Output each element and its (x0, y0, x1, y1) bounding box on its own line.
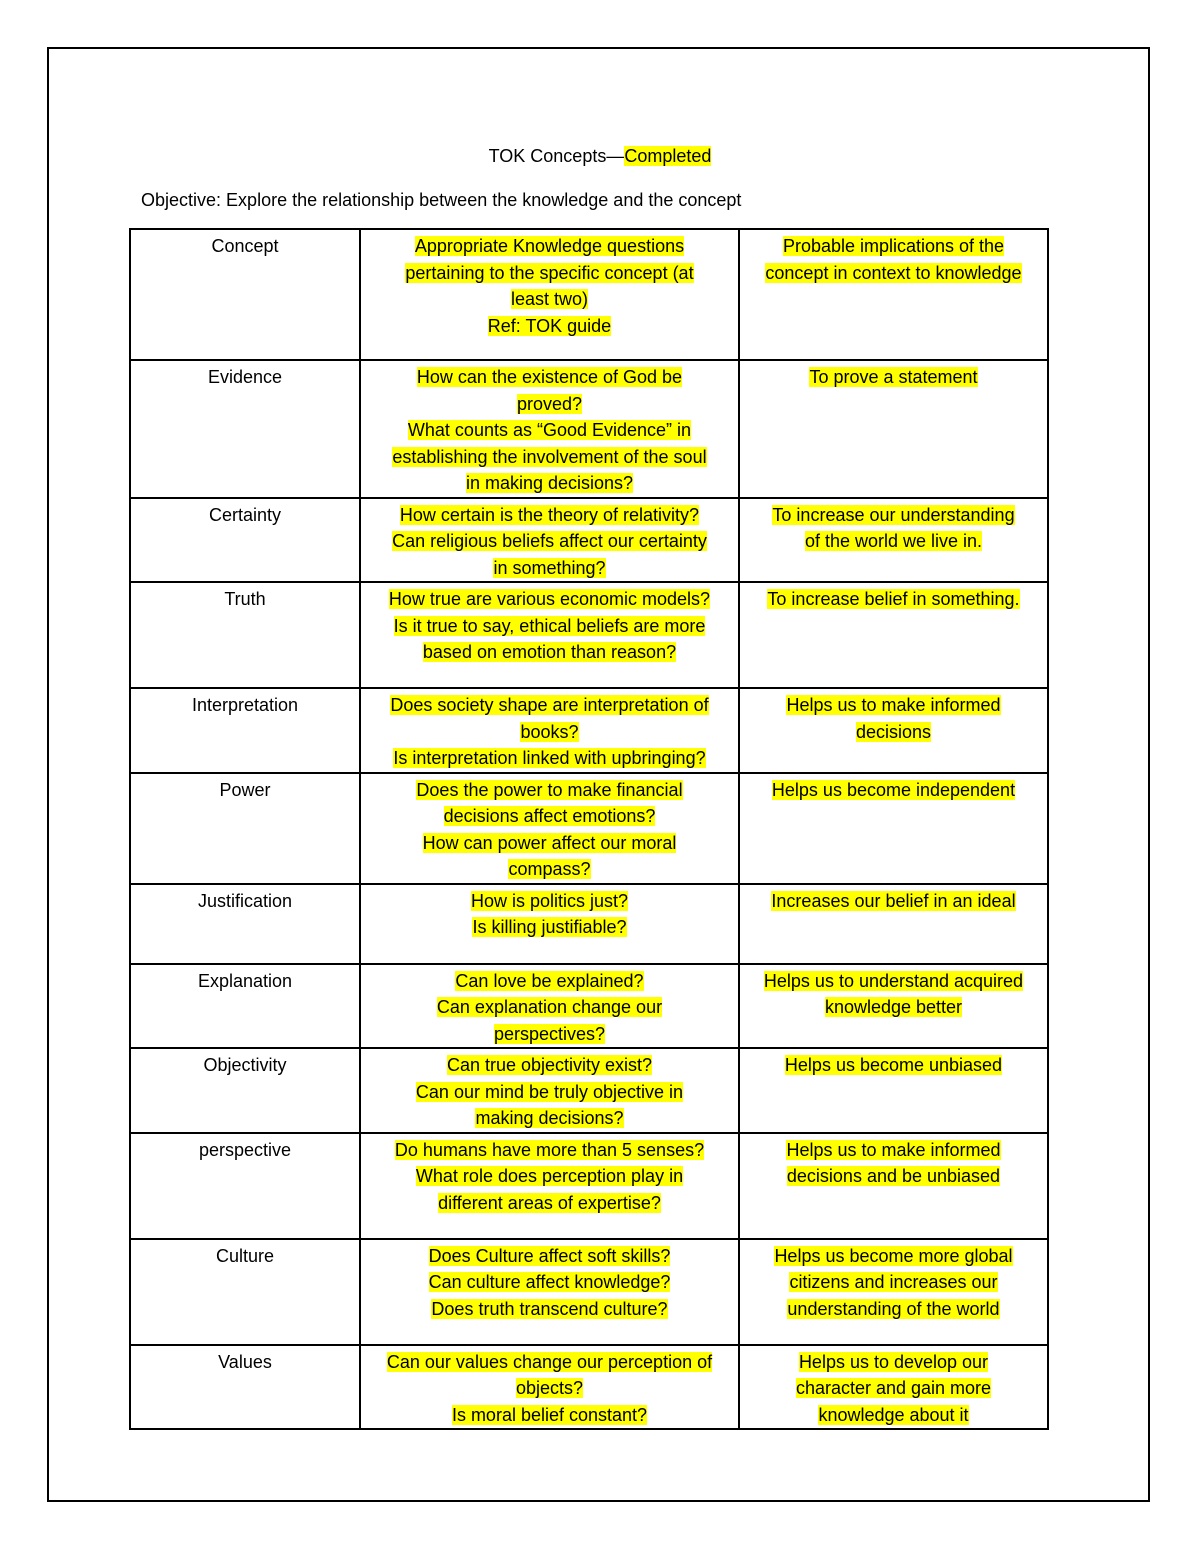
questions-cell-line: Does Culture affect soft skills? (428, 1245, 671, 1266)
implications-cell-line: knowledge about it (818, 1404, 969, 1425)
questions-cell-line: What role does perception play in (415, 1166, 684, 1186)
questions-cell-line: Can religious beliefs affect our certainty (392, 531, 707, 551)
implications-cell (739, 1345, 1048, 1430)
table-row (130, 498, 1048, 583)
questions-cell-line: Can our mind be truly objective in (415, 1081, 684, 1102)
questions-cell-line: objects? (515, 1378, 584, 1398)
table-row (130, 773, 1048, 884)
questions-cell-line: perspectives? (493, 1023, 606, 1044)
implications-cell-line: Increases our belief in an ideal (771, 890, 1016, 911)
questions-cell (360, 582, 739, 688)
questions-cell-line: different areas of expertise? (438, 1192, 661, 1213)
header-implications-line: Probable implications of the (782, 236, 1005, 256)
page-title (0, 144, 1200, 168)
questions-cell-line: Does truth transcend culture? (431, 1298, 668, 1319)
concept-cell: Justification (130, 884, 360, 964)
concept-cell: Evidence (130, 360, 360, 498)
questions-cell-line: Can explanation change our (436, 997, 663, 1017)
questions-cell-line: books? (520, 721, 579, 742)
table-row (130, 360, 1048, 498)
implications-cell (739, 964, 1048, 1049)
questions-cell-line: How certain is the theory of relativity? (399, 504, 700, 525)
questions-cell-line: Do humans have more than 5 senses? (394, 1139, 705, 1160)
header-questions-line: Ref: TOK guide (487, 315, 612, 336)
questions-cell (360, 964, 739, 1049)
implications-cell (739, 884, 1048, 964)
concept-cell: Truth (130, 582, 360, 688)
questions-cell-line: establishing the involvement of the soul (392, 446, 707, 467)
implications-cell (739, 1048, 1048, 1133)
header-questions-line: pertaining to the specific concept (at (405, 262, 694, 283)
questions-cell-line: Can love be explained? (455, 970, 644, 991)
objective-label: Objective: (141, 190, 222, 210)
questions-cell (360, 1345, 739, 1430)
implications-cell-line: Helps us become unbiased (784, 1055, 1003, 1075)
implications-cell-line: To prove a statement (809, 367, 978, 387)
header-questions-line: least two) (510, 289, 589, 309)
questions-cell (360, 1133, 739, 1239)
implications-cell (739, 498, 1048, 583)
implications-cell-line: decisions (855, 721, 932, 742)
table-row (130, 1239, 1048, 1345)
concept-cell: Certainty (130, 498, 360, 583)
implications-cell-line: To increase belief in something. (767, 589, 1020, 609)
header-implications (739, 229, 1048, 360)
questions-cell-line: How true are various economic models? (388, 589, 711, 609)
implications-cell-line: Helps us become independent (771, 779, 1016, 800)
implications-cell-line: character and gain more (795, 1378, 992, 1398)
header-implications-line: concept in context to knowledge (765, 262, 1022, 283)
header-questions-line: Appropriate Knowledge questions (414, 236, 685, 256)
questions-cell (360, 688, 739, 773)
questions-cell-line: Is it true to say, ethical beliefs are more (393, 615, 706, 636)
implications-cell-line: citizens and increases our (789, 1272, 998, 1292)
table-row (130, 688, 1048, 773)
concept-cell: Culture (130, 1239, 360, 1345)
implications-cell (739, 688, 1048, 773)
objective-line (141, 188, 741, 212)
questions-cell (360, 360, 739, 498)
concepts-table (129, 228, 1049, 1430)
questions-cell-line: proved? (516, 393, 583, 414)
table-row (130, 884, 1048, 964)
concept-cell: Objectivity (130, 1048, 360, 1133)
questions-cell-line: Does society shape are interpretation of (390, 695, 709, 715)
concept-cell: Values (130, 1345, 360, 1430)
questions-cell-line: based on emotion than reason? (422, 642, 677, 662)
title-highlight: Completed (624, 146, 712, 166)
concept-cell: Power (130, 773, 360, 884)
questions-cell (360, 1048, 739, 1133)
implications-cell-line: Helps us to understand acquired (763, 970, 1024, 991)
questions-cell-line: making decisions? (475, 1108, 624, 1128)
questions-cell-line: How can the existence of God be (416, 367, 683, 387)
questions-cell-line: How can power affect our moral (422, 832, 677, 853)
questions-cell (360, 1239, 739, 1345)
questions-cell (360, 884, 739, 964)
title-text: TOK Concepts— (488, 146, 625, 166)
implications-cell-line: To increase our understanding (772, 504, 1015, 525)
implications-cell-line: Helps us to make informed (786, 1139, 1001, 1160)
questions-cell-line: Is interpretation linked with upbringing? (393, 748, 706, 768)
implications-cell-line: Helps us to make informed (786, 695, 1001, 715)
table-row (130, 964, 1048, 1049)
questions-cell-line: decisions affect emotions? (443, 806, 656, 826)
table-row (130, 582, 1048, 688)
questions-cell (360, 773, 739, 884)
implications-cell (739, 773, 1048, 884)
concept-cell: Explanation (130, 964, 360, 1049)
questions-cell-line: Is moral belief constant? (451, 1404, 648, 1425)
table-row (130, 1048, 1048, 1133)
concept-cell: Interpretation (130, 688, 360, 773)
questions-cell (360, 498, 739, 583)
questions-cell-line: Can culture affect knowledge? (428, 1272, 671, 1292)
questions-cell-line: Can true objectivity exist? (446, 1055, 653, 1075)
implications-cell-line: decisions and be unbiased (786, 1166, 1001, 1186)
table-row (130, 1345, 1048, 1430)
questions-cell-line: in something? (493, 557, 606, 578)
table-header-row (130, 229, 1048, 360)
questions-cell-line: How is politics just? (470, 890, 629, 911)
implications-cell (739, 360, 1048, 498)
concept-cell: perspective (130, 1133, 360, 1239)
questions-cell-line: What counts as “Good Evidence” in (407, 420, 692, 440)
implications-cell (739, 1133, 1048, 1239)
implications-cell (739, 582, 1048, 688)
implications-cell-line: Helps us become more global (774, 1245, 1013, 1266)
questions-cell-line: Can our values change our perception of (386, 1351, 713, 1372)
implications-cell-line: of the world we live in. (804, 531, 983, 551)
implications-cell-line: understanding of the world (787, 1298, 1000, 1319)
questions-cell-line: Does the power to make financial (416, 779, 683, 800)
implications-cell (739, 1239, 1048, 1345)
implications-cell-line: Helps us to develop our (798, 1351, 989, 1372)
header-questions (360, 229, 739, 360)
implications-cell-line: knowledge better (824, 997, 963, 1017)
header-concept: Concept (130, 229, 360, 360)
questions-cell-line: compass? (508, 859, 591, 879)
table-row (130, 1133, 1048, 1239)
objective-text: Explore the relationship between the knowledge and the concept (221, 190, 742, 210)
questions-cell-line: Is killing justifiable? (472, 917, 627, 937)
questions-cell-line: in making decisions? (465, 473, 634, 493)
